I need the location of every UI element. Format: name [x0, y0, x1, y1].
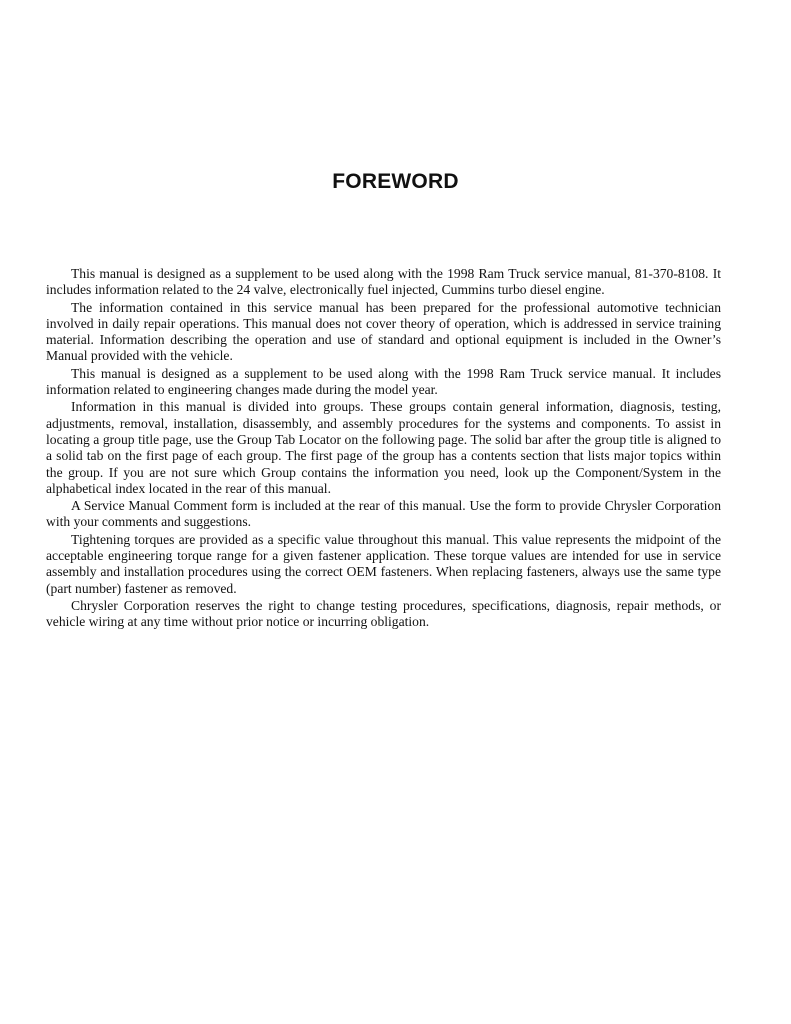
paragraph-comment-form: A Service Manual Comment form is included at the rear of this manual. Use the form to provide Chrysler Corporation with your comments and suggestions.: [46, 498, 721, 530]
paragraph-supplement-changes: This manual is designed as a supplement to be used along with the 1998 Ram Truck service manual. It includes information related to engineering changes made during the model year.: [46, 365, 721, 398]
paragraph-supplement-intro: This manual is designed as a supplement to be used along with the 1998 Ram Truck service manual, 81-370-8108. It includes information related to the 24 valve, electronically fuel injected, Cummins turbo diesel engine.: [46, 266, 721, 298]
paragraph-torques: Tightening torques are provided as a specific value throughout this manual. This value represents the midpoint of the acceptable engineering torque range for a given fastener application. These torque values are intended for use in service assembly and installation procedures using the correct OEM fasteners. When replacing fasteners, always use the same type (part number) fastener as removed.: [46, 531, 721, 596]
foreword-body: [46, 266, 721, 632]
paragraph-rights-reserved: Chrysler Corporation reserves the right to change testing procedures, specifications, diagnosis, repair methods, or vehicle wiring at any time without prior notice or incurring obligation.: [46, 597, 721, 630]
paragraph-audience: The information contained in this service manual has been prepared for the professional automotive technician involved in daily repair operations. This manual does not cover theory of operation, which is addressed in service training material. Information describing the operation and use of standard and optional equipment is included in the Owner’s Manual provided with the vehicle.: [46, 299, 721, 364]
page-title: FOREWORD: [332, 170, 459, 193]
paragraph-groups: Information in this manual is divided into groups. These groups contain general information, diagnosis, testing, adjustments, removal, installation, disassembly, and assembly procedures for the systems and components. To assist in locating a group title page, use the Group Tab Locator on the following page. The solid bar after the group title is aligned to a solid tab on the first page of each group. The first page of the group has a contents section that lists major topics within the group. If you are not sure which Group contains the information you need, look up the Component/System in the alphabetical index located in the rear of this manual.: [46, 399, 721, 496]
